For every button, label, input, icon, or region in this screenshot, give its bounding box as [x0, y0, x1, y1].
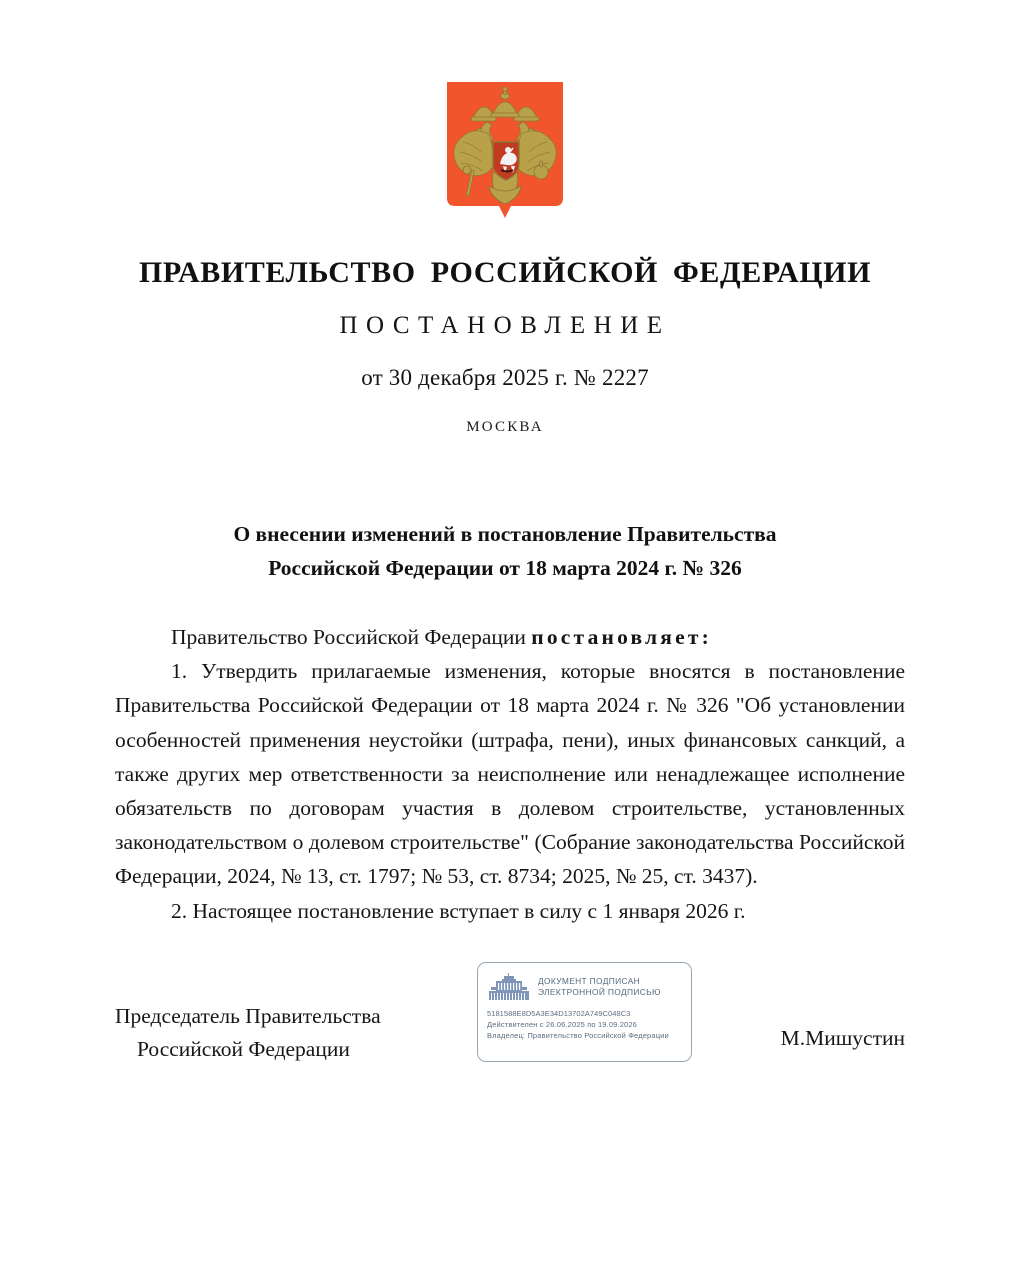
- signer-title-line-2: Российской Федерации: [137, 1037, 350, 1061]
- signer-title-line-1: Председатель Правительства: [115, 1004, 381, 1028]
- body-intro-paragraph: [115, 620, 905, 654]
- subject-line-1: О внесении изменений в постановление Правительства: [233, 522, 777, 546]
- estamp-validity: Действителен с 26.06.2025 по 19.09.2026: [487, 1020, 638, 1030]
- electronic-signature-stamp: [477, 962, 692, 1062]
- estamp-header-line-2: ЭЛЕКТРОННОЙ ПОДПИСЬЮ: [538, 987, 661, 997]
- russian-coat-of-arms-icon: [443, 78, 567, 230]
- government-building-icon: [487, 972, 531, 1002]
- estamp-certificate-hash: 5181588E8D5A3E34D13702A749C048C3: [487, 1009, 631, 1018]
- estamp-owner: Владелец: Правительство Российской Федерации: [487, 1031, 669, 1041]
- subject-line-2: Российской Федерации от 18 марта 2024 г. № 326: [268, 556, 742, 580]
- body-item-2: 2. Настоящее постановление вступает в силу с 1 января 2026 г.: [171, 898, 746, 923]
- estamp-details: [487, 1008, 683, 1042]
- document-body: [115, 620, 905, 928]
- body-item-1: 1. Утвердить прилагаемые изменения, которые вносятся в постановление Правительства Российской Федерации от 18 марта 2024 г. № 326 "Об установлении особенностей применения неустойки (штрафа, пени), иных финансовых санкций, а также других мер ответственности за неисполнение или ненадлежащее исполнение обязательств по договорам участия в долевом строительстве, установленных законодательством о долевом строительстве" (Собрание законодательства Российской Федерации, 2024, № 13, ст. 1797; № 53, ст. 8734; 2025, № 25, ст. 3437).: [115, 659, 905, 889]
- signer-title: [115, 1000, 455, 1066]
- coat-of-arms-container: [0, 78, 1010, 230]
- estamp-header-line-1: ДОКУМЕНТ ПОДПИСАН: [538, 976, 641, 986]
- estamp-header: [487, 970, 683, 1004]
- body-intro-prefix: Правительство Российской Федерации: [171, 625, 532, 649]
- document-city: МОСКВА: [466, 419, 544, 435]
- document-subject: [160, 517, 850, 585]
- body-intro-emphasis: постановляет:: [531, 625, 713, 649]
- document-date-number: от 30 декабря 2025 г. № 2227: [361, 365, 649, 390]
- government-title: ПРАВИТЕЛЬСТВО РОССИЙСКОЙ ФЕДЕРАЦИИ: [138, 256, 872, 289]
- estamp-header-text: [538, 976, 661, 998]
- document-kind: ПОСТАНОВЛЕНИЕ: [339, 312, 671, 339]
- signer-name: М.Мишустин: [780, 1026, 905, 1050]
